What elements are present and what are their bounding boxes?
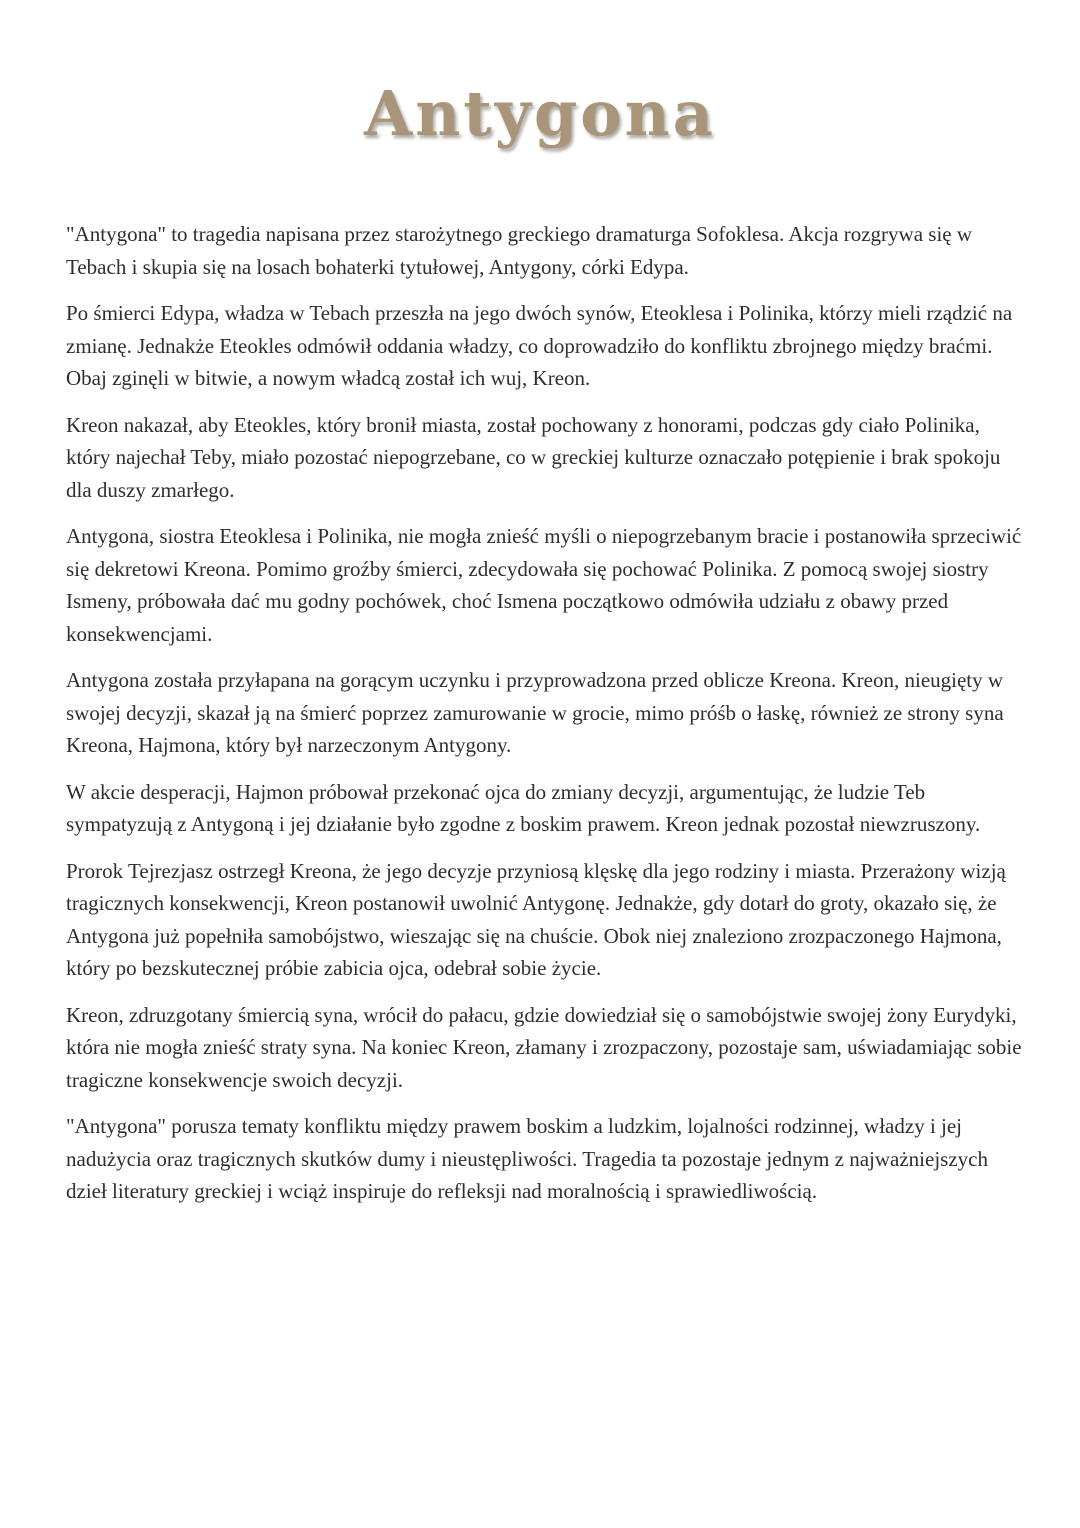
paragraph: Prorok Tejrezjasz ostrzegł Kreona, że jego decyzje przyniosą klęskę dla jego rodziny i miasta. Przerażony wizją tragicznych konsekwencji, Kreon postanowił uwolnić Antygonę. Jednakże, gdy dotarł do groty, okazało się, że Antygona już popełniła samobójstwo, wieszając się na chuście. Obok niej znaleziono zrozpaczonego Hajmona, który po bezskutecznej próbie zabicia ojca, odebrał sobie życie. [66, 858, 1006, 980]
paragraph: Kreon nakazał, aby Eteokles, który bronił miasta, został pochowany z honorami, podczas gdy ciało Polinika, który najechał Teby, miało pozostać niepogrzebane, co w greckiej kulturze oznaczało potępienie i brak spokoju dla duszy zmarłego. [66, 412, 1001, 502]
document-title: Antygona [364, 77, 716, 150]
paragraph: "Antygona" to tragedia napisana przez starożytnego greckiego dramaturga Sofoklesa. Akcja rozgrywa się w Tebach i skupia się na losach bohaterki tytułowej, Antygony, córki Edypa. [66, 222, 973, 279]
paragraph: Antygona została przyłapana na gorącym uczynku i przyprowadzona przed oblicze Kreona. Kreon, nieugięty w swojej decyzji, skazał ją na śmierć poprzez zamurowanie w grocie, mimo próśb o łaskę, również ze strony syna Kreona, Hajmona, który był narzeczonym Antygony. [66, 668, 1004, 757]
paragraph: W akcie desperacji, Hajmon próbował przekonać ojca do zmiany decyzji, argumentując, że ludzie Teb sympatyzują z Antygoną i jej działanie było zgodne z boskim prawem. Kreon jednak pozostał niewzruszony. [66, 779, 981, 836]
paragraph: Antygona, siostra Eteoklesa i Polinika, nie mogła znieść myśli o niepogrzebanym bracie i postanowiła sprzeciwić się dekretowi Kreona. Pomimo groźby śmierci, zdecydowała się pochować Polinika. Z pomocą swojej siostry Ismeny, próbowała dać mu godny pochówek, choć Ismena początkowo odmówiła udziału z obawy przed konsekwencjami. [66, 524, 1022, 646]
paragraph: "Antygona" porusza tematy konfliktu między prawem boskim a ludzkim, lojalności rodzinnej, władzy i jej nadużycia oraz tragicznych skutków dumy i nieustępliwości. Tragedia ta pozostaje jednym z najważniejszych dzieł literatury greckiej i wciąż inspiruje do refleksji nad moralnością i sprawiedliwością. [66, 1114, 988, 1203]
paragraph: Po śmierci Edypa, władza w Tebach przeszła na jego dwóch synów, Eteoklesa i Polinika, którzy mieli rządzić na zmianę. Jednakże Eteokles odmówił oddania władzy, co doprowadziło do konfliktu zbrojnego między braćmi. Obaj zginęli w bitwie, a nowym władcą został ich wuj, Kreon. [66, 301, 1013, 390]
paragraph: Kreon, zdruzgotany śmiercią syna, wrócił do pałacu, gdzie dowiedział się o samobójstwie swojej żony Eurydyki, która nie mogła znieść straty syna. Na koniec Kreon, złamany i zrozpaczony, pozostaje sam, uświadamiając sobie tragiczne konsekwencje swoich decyzji. [66, 1002, 1022, 1092]
document-body [66, 218, 1024, 1222]
